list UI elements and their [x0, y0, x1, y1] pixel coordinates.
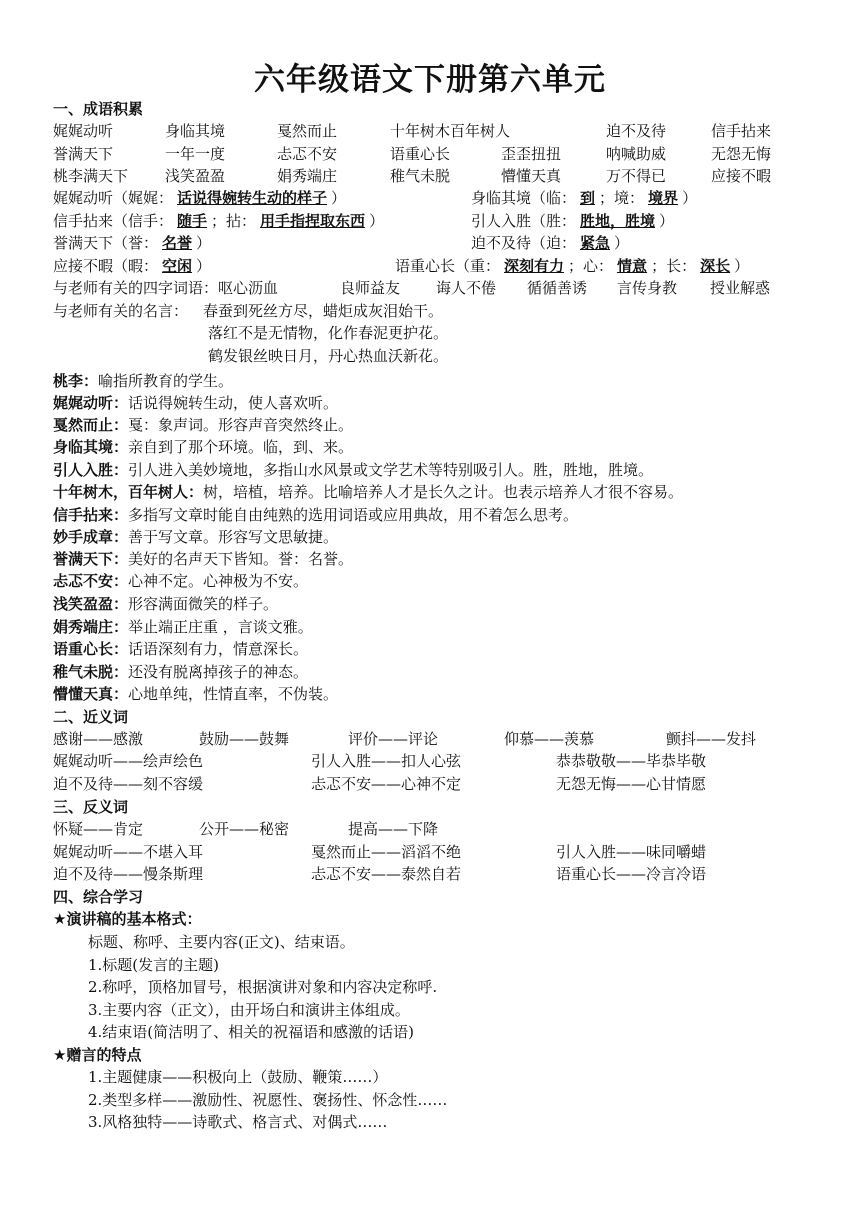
fill-mid: ；心： [568, 257, 614, 275]
teacher-words-line [53, 277, 820, 299]
gift-item: 2.类型多样——激励性、祝愿性、褒扬性、怀念性…… [88, 1091, 448, 1109]
definition-text: 引人进入美妙境地，多指山水风景或文学艺术等特别吸引人。胜，胜地，胜境。 [128, 461, 654, 479]
teacher-word: 诲人不倦 [436, 279, 497, 297]
fill-mid: ；境： [599, 189, 645, 207]
fill-line [53, 255, 820, 277]
idiom: 呐喊助威 [606, 145, 667, 163]
fill-mid: ；拈： [211, 212, 257, 230]
definition-term: 浅笑盈盈： [53, 595, 129, 613]
definition-term: 忐忑不安： [53, 572, 129, 590]
fill-answer: 紧急 [580, 234, 611, 252]
definition-text: 话说得婉转生动，使人喜欢听。 [128, 394, 339, 412]
definition-term: 身临其境： [53, 438, 129, 456]
definition-term: 娓娓动听： [53, 394, 129, 412]
definition-term: 懵懂天真： [53, 685, 129, 703]
definition-text: 喻指所教育的学生。 [98, 372, 234, 390]
word-pair: 颤抖——发抖 [666, 730, 757, 748]
definition [53, 616, 820, 638]
section-heading-antonyms: 三、反义词 [53, 798, 129, 816]
idiom-row [53, 165, 820, 187]
definition-text: 美好的名声天下皆知。誉：名誉。 [128, 550, 354, 568]
definition-text: 多指写文章时能自由纯熟的选用词语或应用典故，用不着怎么思考。 [128, 506, 579, 524]
definition [53, 570, 820, 592]
definition-term: 引人入胜： [53, 461, 129, 479]
speech-format-title: ★演讲稿的基本格式： [53, 910, 202, 928]
definition [53, 638, 820, 660]
idiom: 娓娓动听 [53, 122, 114, 140]
idiom: 桃李满天下 [53, 167, 129, 185]
page-title: 六年级语文下册第六单元 [254, 62, 606, 98]
definition-term: 誉满天下： [53, 550, 129, 568]
definition [53, 593, 820, 615]
word-pair: 鼓励——鼓舞 [199, 730, 290, 748]
gift-item: 3.风格独特——诗歌式、格言式、对偶式…… [88, 1113, 388, 1131]
antonym-row [53, 863, 820, 885]
idiom: 戛然而止 [277, 122, 338, 140]
section-heading-synonyms: 二、近义词 [53, 708, 129, 726]
teacher-word: 呕心沥血 [218, 279, 279, 297]
speech-intro: 标题、称呼、主要内容(正文)、结束语。 [88, 933, 355, 951]
fill-answer: 话说得婉转生动的样子 [177, 189, 328, 207]
word-pair: 怀疑——肯定 [53, 820, 144, 838]
idiom-row [53, 143, 820, 165]
fill-prompt: 信手拈来（信手： [53, 212, 174, 230]
definition-text: 还没有脱离掉孩子的神态。 [128, 663, 309, 681]
definition [53, 436, 820, 458]
speech-item: 3.主要内容（正文），由开场白和演讲主体组成。 [88, 1001, 410, 1019]
speech-item: 1.标题(发言的主题) [88, 956, 220, 974]
definition [53, 526, 820, 548]
idiom: 无怨无悔 [711, 145, 772, 163]
word-pair: 引人入胜——味同嚼蜡 [556, 843, 707, 861]
fill-answer: 到 [580, 189, 596, 207]
synonym-row [53, 750, 820, 772]
fill-line [53, 210, 820, 232]
idiom: 信手拈来 [711, 122, 772, 140]
definition-text: 话语深刻有力，情意深长。 [128, 640, 309, 658]
idiom: 万不得已 [606, 167, 667, 185]
section-heading-comprehensive: 四、综合学习 [53, 888, 144, 906]
fill-prompt: 语重心长（重： [395, 257, 501, 275]
fill-answer: 随手 [177, 212, 208, 230]
fill-prompt: 迫不及待（迫： [471, 234, 577, 252]
word-pair: 评价——评论 [348, 730, 439, 748]
teacher-word: 授业解惑 [710, 279, 771, 297]
definition-term: 戛然而止： [53, 416, 129, 434]
idiom: 浅笑盈盈 [165, 167, 226, 185]
fill-answer: 境界 [648, 189, 679, 207]
fill-end: ） [331, 189, 347, 207]
fill-end: ） [614, 234, 630, 252]
antonym-row [53, 818, 820, 840]
definition [53, 481, 820, 503]
fill-prompt: 娓娓动听（娓娓： [53, 189, 174, 207]
teacher-word: 良师益友 [340, 279, 401, 297]
fill-end: ） [659, 212, 675, 230]
speech-item: 2.称呼，顶格加冒号，根据演讲对象和内容决定称呼. [88, 978, 438, 996]
definition-text: 形容满面微笑的样子。 [128, 595, 279, 613]
fill-answer: 名誉 [162, 234, 193, 252]
idiom: 应接不暇 [711, 167, 772, 185]
fill-end: ） [196, 257, 212, 275]
idiom: 忐忑不安 [277, 145, 338, 163]
teacher-word: 言传身教 [617, 279, 678, 297]
idiom: 歪歪扭扭 [501, 145, 562, 163]
fill-mid: ；长： [651, 257, 697, 275]
word-pair: 公开——秘密 [199, 820, 290, 838]
word-pair: 引人入胜——扣人心弦 [311, 752, 462, 770]
word-pair: 忐忑不安——心神不定 [311, 775, 462, 793]
idiom: 娟秀端庄 [277, 167, 338, 185]
fill-prompt: 身临其境（临： [471, 189, 577, 207]
gift-item: 1.主题健康——积极向上（鼓励、鞭策……） [88, 1068, 388, 1086]
synonym-row [53, 773, 820, 795]
teacher-word: 循循善诱 [527, 279, 588, 297]
word-pair: 迫不及待——刻不容缓 [53, 775, 204, 793]
definition-text: 心地单纯，性情直率，不伪装。 [128, 685, 339, 703]
word-pair: 恭恭敬敬——毕恭毕敬 [556, 752, 707, 770]
idiom: 语重心长 [390, 145, 451, 163]
quote: 春蚕到死丝方尽，蜡炬成灰泪始干。 [203, 302, 444, 320]
fill-answer: 空闲 [162, 257, 193, 275]
definition-term: 娟秀端庄： [53, 618, 129, 636]
quotes-label: 与老师有关的名言： [53, 302, 189, 320]
fill-line [53, 187, 820, 209]
word-pair: 迫不及待——慢条斯理 [53, 865, 204, 883]
definition-text: 亲自到了那个环境。临，到、来。 [128, 438, 354, 456]
section-heading-idioms: 一、成语积累 [53, 100, 144, 118]
definition [53, 459, 820, 481]
fill-answer: 情意 [617, 257, 648, 275]
definition [53, 392, 820, 414]
definition [53, 683, 820, 705]
definition [53, 548, 820, 570]
teacher-words-label: 与老师有关的四字词语： [53, 279, 219, 297]
definition-text: 戛：象声词。形容声音突然终止。 [128, 416, 354, 434]
quote-line [53, 345, 820, 367]
word-pair: 忐忑不安——泰然自若 [311, 865, 462, 883]
idiom: 迫不及待 [606, 122, 667, 140]
word-pair: 提高——下降 [348, 820, 439, 838]
fill-prompt: 誉满天下（誉： [53, 234, 159, 252]
fill-answer: 用手指捏取东西 [260, 212, 366, 230]
definition [53, 370, 820, 392]
synonym-row [53, 728, 820, 750]
definition [53, 414, 820, 436]
idiom: 誉满天下 [53, 145, 114, 163]
speech-item: 4.结束语(简洁明了、相关的祝福语和感激的话语) [88, 1023, 415, 1041]
antonym-row [53, 841, 820, 863]
fill-answer: 深长 [700, 257, 731, 275]
definition-text: 善于写文章。形容写文思敏捷。 [128, 528, 339, 546]
idiom: 十年树木百年树人 [390, 122, 511, 140]
word-pair: 娓娓动听——不堪入耳 [53, 843, 204, 861]
idiom-row [53, 120, 820, 142]
quote: 落红不是无情物，化作春泥更护花。 [208, 324, 449, 342]
definition [53, 504, 820, 526]
definition-text: 心神不定。心神极为不安。 [128, 572, 309, 590]
fill-prompt: 应接不暇（暇： [53, 257, 159, 275]
definition [53, 661, 820, 683]
definition-text: 树，培植，培养。比喻培养人才是长久之计。也表示培养人才很不容易。 [203, 483, 684, 501]
idiom: 一年一度 [165, 145, 226, 163]
word-pair: 语重心长——冷言冷语 [556, 865, 707, 883]
fill-end: ） [196, 234, 212, 252]
gift-words-title: ★赠言的特点 [53, 1046, 142, 1064]
idiom: 稚气未脱 [390, 167, 451, 185]
idiom: 懵懂天真 [501, 167, 562, 185]
word-pair: 娓娓动听——绘声绘色 [53, 752, 204, 770]
fill-line [53, 232, 820, 254]
definition-term: 十年树木，百年树人： [53, 483, 204, 501]
word-pair: 戛然而止——滔滔不绝 [311, 843, 462, 861]
fill-end: ） [682, 189, 698, 207]
fill-answer: 深刻有力 [504, 257, 565, 275]
definition-term: 信手拈来： [53, 506, 129, 524]
quote-line [53, 322, 820, 344]
definition-term: 稚气未脱： [53, 663, 129, 681]
fill-answer: 胜地，胜境 [580, 212, 656, 230]
definition-text: 举止端正庄重 ，言谈文雅。 [128, 618, 313, 636]
idiom: 身临其境 [165, 122, 226, 140]
word-pair: 无怨无悔——心甘情愿 [556, 775, 707, 793]
fill-end: ） [734, 257, 750, 275]
definition-term: 语重心长： [53, 640, 129, 658]
word-pair: 感谢——感激 [53, 730, 144, 748]
word-pair: 仰慕——羡慕 [504, 730, 595, 748]
quote-line [53, 300, 820, 322]
definition-term: 妙手成章： [53, 528, 129, 546]
quote: 鹤发银丝映日月，丹心热血沃新花。 [208, 347, 449, 365]
fill-prompt: 引人入胜（胜： [471, 212, 577, 230]
definition-term: 桃李： [53, 372, 99, 390]
fill-end: ） [369, 212, 385, 230]
